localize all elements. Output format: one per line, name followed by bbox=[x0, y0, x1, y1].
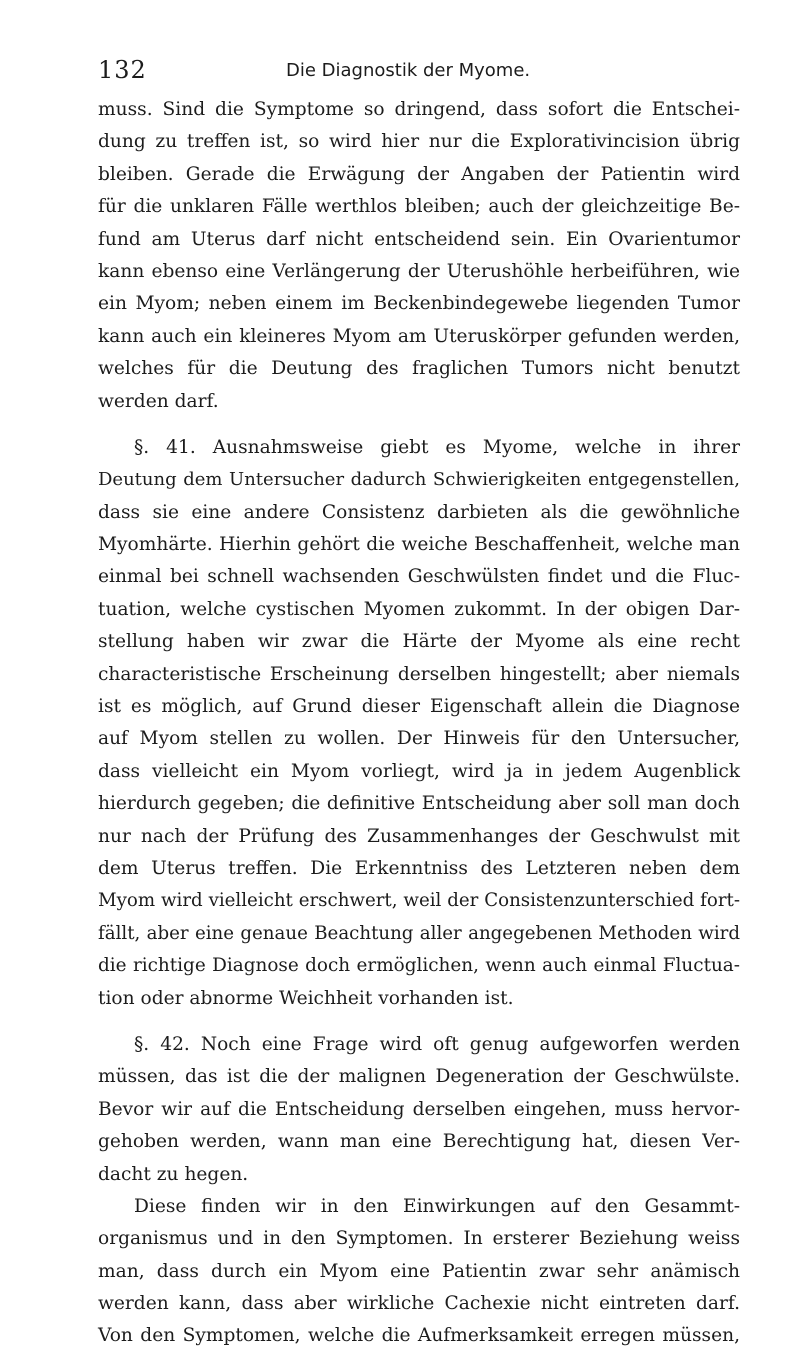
text-line: muss. Sind die Symptome so dringend, dass sofort die Entschei- bbox=[98, 99, 740, 120]
text-line: Deutung dem Untersucher dadurch Schwierigkeiten entgegenstellen, bbox=[98, 469, 740, 491]
text-line: organismus und in den Symptomen. In ersterer Beziehung weiss bbox=[98, 1228, 740, 1250]
text-line: dem Uterus treffen. Die Erkenntniss des Letzteren neben dem bbox=[98, 857, 740, 879]
text-line: auf Myom stellen zu wollen. Der Hinweis für den Untersucher, bbox=[98, 728, 740, 750]
text-line: werden darf. bbox=[98, 390, 219, 412]
text-line: dass vielleicht ein Myom vorliegt, wird ja in jedem Augenblick bbox=[98, 760, 740, 782]
paragraph bbox=[98, 94, 740, 418]
text-line: bleiben. Gerade die Erwägung der Angaben der Patientin wird bbox=[98, 163, 740, 185]
text-line: hierdurch gegeben; die definitive Entscheidung aber soll man doch bbox=[98, 793, 740, 815]
text-line: characteristische Erscheinung derselben hingestellt; aber niemals bbox=[98, 663, 740, 685]
text-line: Myom wird vielleicht erschwert, weil der Consistenzunterschied fort- bbox=[98, 890, 740, 912]
section-42-paragraph bbox=[98, 1029, 740, 1191]
text-line: dung zu treffen ist, so wird hier nur die Explorativincision übrig bbox=[98, 131, 740, 153]
text-line: kann ebenso eine Verlängerung der Uterushöhle herbeiführen, wie bbox=[98, 260, 740, 282]
text-line: tion oder abnorme Weichheit vorhanden ist. bbox=[98, 987, 514, 1009]
text-line: einmal bei schnell wachsenden Geschwülsten findet und die Fluc- bbox=[98, 566, 740, 588]
text-line: ein Myom; neben einem im Beckenbindegewebe liegenden Tumor bbox=[98, 293, 740, 315]
text-line: stellung haben wir zwar die Härte der Myome als eine recht bbox=[98, 631, 740, 653]
text-line: dacht zu hegen. bbox=[98, 1163, 249, 1185]
paragraph bbox=[98, 1191, 740, 1353]
text-line: §. 42. Noch eine Frage wird oft genug aufgeworfen werden bbox=[134, 1033, 740, 1055]
text-line: tuation, welche cystischen Myomen zukommt. In der obigen Dar- bbox=[98, 598, 740, 620]
text-line: fällt, aber eine genaue Beachtung aller angegebenen Methoden wird bbox=[98, 922, 740, 944]
text-line: dass sie eine andere Consistenz darbieten als die gewöhnliche bbox=[98, 501, 740, 523]
text-line: §. 41. Ausnahmsweise giebt es Myome, welche in ihrer bbox=[134, 436, 740, 458]
body-text bbox=[98, 94, 740, 1353]
page-header bbox=[98, 56, 728, 86]
text-line: man, dass durch ein Myom eine Patientin zwar sehr anämisch bbox=[98, 1260, 740, 1282]
section-41-paragraph bbox=[98, 432, 740, 1015]
text-line: für die unklaren Fälle werthlos bleiben; auch der gleichzeitige Be- bbox=[98, 196, 740, 218]
text-line: werden kann, dass aber wirkliche Cachexie nicht eintreten darf. bbox=[98, 1293, 740, 1315]
text-line: ist es möglich, auf Grund dieser Eigenschaft allein die Diagnose bbox=[98, 696, 740, 718]
text-line: kann auch ein kleineres Myom am Uteruskörper gefunden werden, bbox=[98, 325, 740, 347]
text-line: gehoben werden, wann man eine Berechtigung hat, diesen Ver- bbox=[98, 1131, 740, 1153]
text-line: die richtige Diagnose doch ermöglichen, wenn auch einmal Fluctua- bbox=[98, 955, 740, 977]
text-line: müssen, das ist die der malignen Degeneration der Geschwülste. bbox=[98, 1066, 740, 1088]
page-number: 132 bbox=[98, 56, 147, 84]
text-line: nur nach der Prüfung des Zusammenhanges der Geschwulst mit bbox=[98, 825, 740, 847]
text-line: Diese finden wir in den Einwirkungen auf den Gesammt- bbox=[134, 1195, 740, 1217]
text-line: Myomhärte. Hierhin gehört die weiche Beschaffenheit, welche man bbox=[98, 534, 740, 556]
running-title: Die Diagnostik der Myome. bbox=[286, 60, 531, 81]
text-line: Von den Symptomen, welche die Aufmerksamkeit erregen müssen, bbox=[98, 1325, 740, 1347]
text-line: Bevor wir auf die Entscheidung derselben eingehen, muss hervor- bbox=[98, 1098, 740, 1120]
text-line: fund am Uterus darf nicht entscheidend sein. Ein Ovarientumor bbox=[98, 228, 740, 250]
text-line: welches für die Deutung des fraglichen Tumors nicht benutzt bbox=[98, 358, 740, 380]
